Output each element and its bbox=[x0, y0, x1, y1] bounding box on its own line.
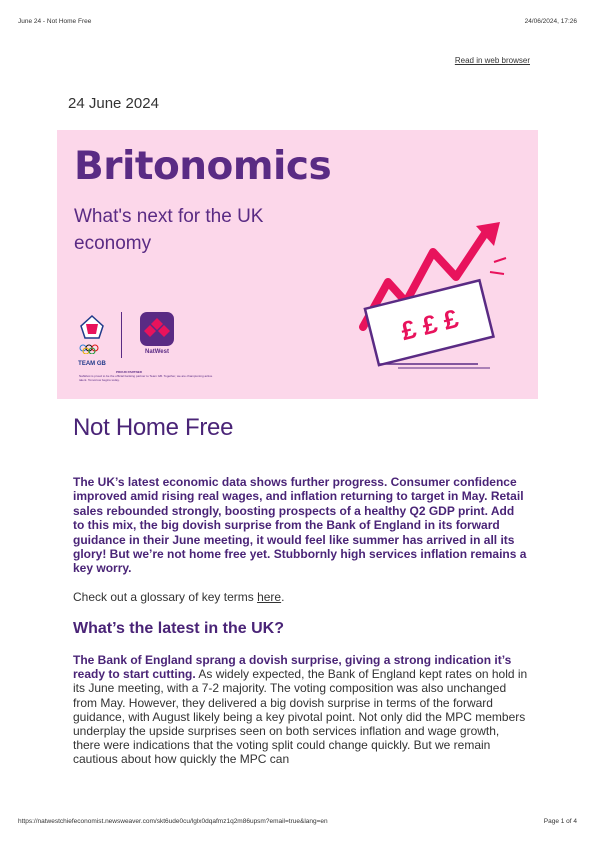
natwest-label: NatWest bbox=[145, 349, 169, 355]
article-headline: Not Home Free bbox=[73, 414, 234, 441]
issue-date: 24 June 2024 bbox=[68, 95, 159, 112]
partner-note bbox=[79, 370, 219, 382]
brand-title: Britonomics bbox=[74, 144, 332, 189]
print-header-title: June 24 - Not Home Free bbox=[18, 18, 92, 25]
body-paragraph bbox=[73, 653, 528, 767]
print-header-datetime: 24/06/2024, 17:26 bbox=[524, 18, 577, 25]
body-text: As widely expected, the Bank of England kept rates on hold in its June meeting, with a 7-2 majority. The voting composition was also unchanged from May. However, they delivered a big dovish surprise in terms of the forward guidance, with August likely being a key pivotal point. Not only did the MPC members underplay the upside surprises seen on both services inflation and wage growth, there were indications that the voting split could change quickly. But we remain cautious about how quickly the MPC can bbox=[73, 667, 528, 767]
team-gb-logo bbox=[75, 314, 109, 367]
partner-note-text: NatWest is proud to be the official banking partner to Team GB. Together, we are championing active talent. Tomorrow begins today. bbox=[79, 374, 213, 382]
natwest-logo bbox=[137, 312, 177, 355]
section-heading: What’s the latest in the UK? bbox=[73, 620, 284, 637]
print-footer-page: Page 1 of 4 bbox=[543, 818, 577, 825]
read-in-browser-link[interactable]: Read in web browser bbox=[454, 56, 530, 65]
logo-divider bbox=[121, 312, 122, 358]
natwest-chevrons-icon bbox=[140, 312, 174, 346]
partner-logos bbox=[75, 308, 185, 368]
hero-banner bbox=[57, 130, 538, 399]
team-gb-label: TEAM GB bbox=[78, 361, 106, 367]
intro-paragraph: The UK’s latest economic data shows further progress. Consumer confidence improved amid rising real wages, and inflation returning to target in May. Retail sales rebounded strongly, boosting prospects of a healthy Q2 GDP print. Add to this mix, the big dovish surprise from the Bank of England in its forward guidance in their June meeting, it would feel like summer has arrived in all its glory! But we’re not home free yet. Stubbornly high services inflation remains a key worry. bbox=[73, 475, 527, 576]
pound-glyphs: £ £ £ bbox=[398, 303, 462, 347]
print-footer bbox=[18, 818, 577, 828]
brand-tagline: What's next for the UK economy bbox=[74, 206, 264, 254]
team-gb-lion-icon bbox=[77, 314, 107, 354]
print-footer-url: https://natwestchiefeconomist.newsweaver.com/skt6ude0cu/lglx0dqafmz1q2m86upsm?email=true&lang=en bbox=[18, 818, 328, 825]
rising-pounds-illustration bbox=[358, 222, 508, 372]
glossary-end: . bbox=[281, 590, 285, 604]
body-lead: The Bank of England sprang a dovish surprise, giving a strong indication it’s ready to start cutting. bbox=[73, 653, 512, 682]
glossary-line bbox=[73, 590, 528, 604]
glossary-link[interactable]: here bbox=[257, 590, 282, 604]
print-header bbox=[18, 18, 577, 28]
glossary-text: Check out a glossary of key terms bbox=[73, 590, 258, 604]
partner-caption: PROUD PARTNER bbox=[116, 370, 142, 374]
